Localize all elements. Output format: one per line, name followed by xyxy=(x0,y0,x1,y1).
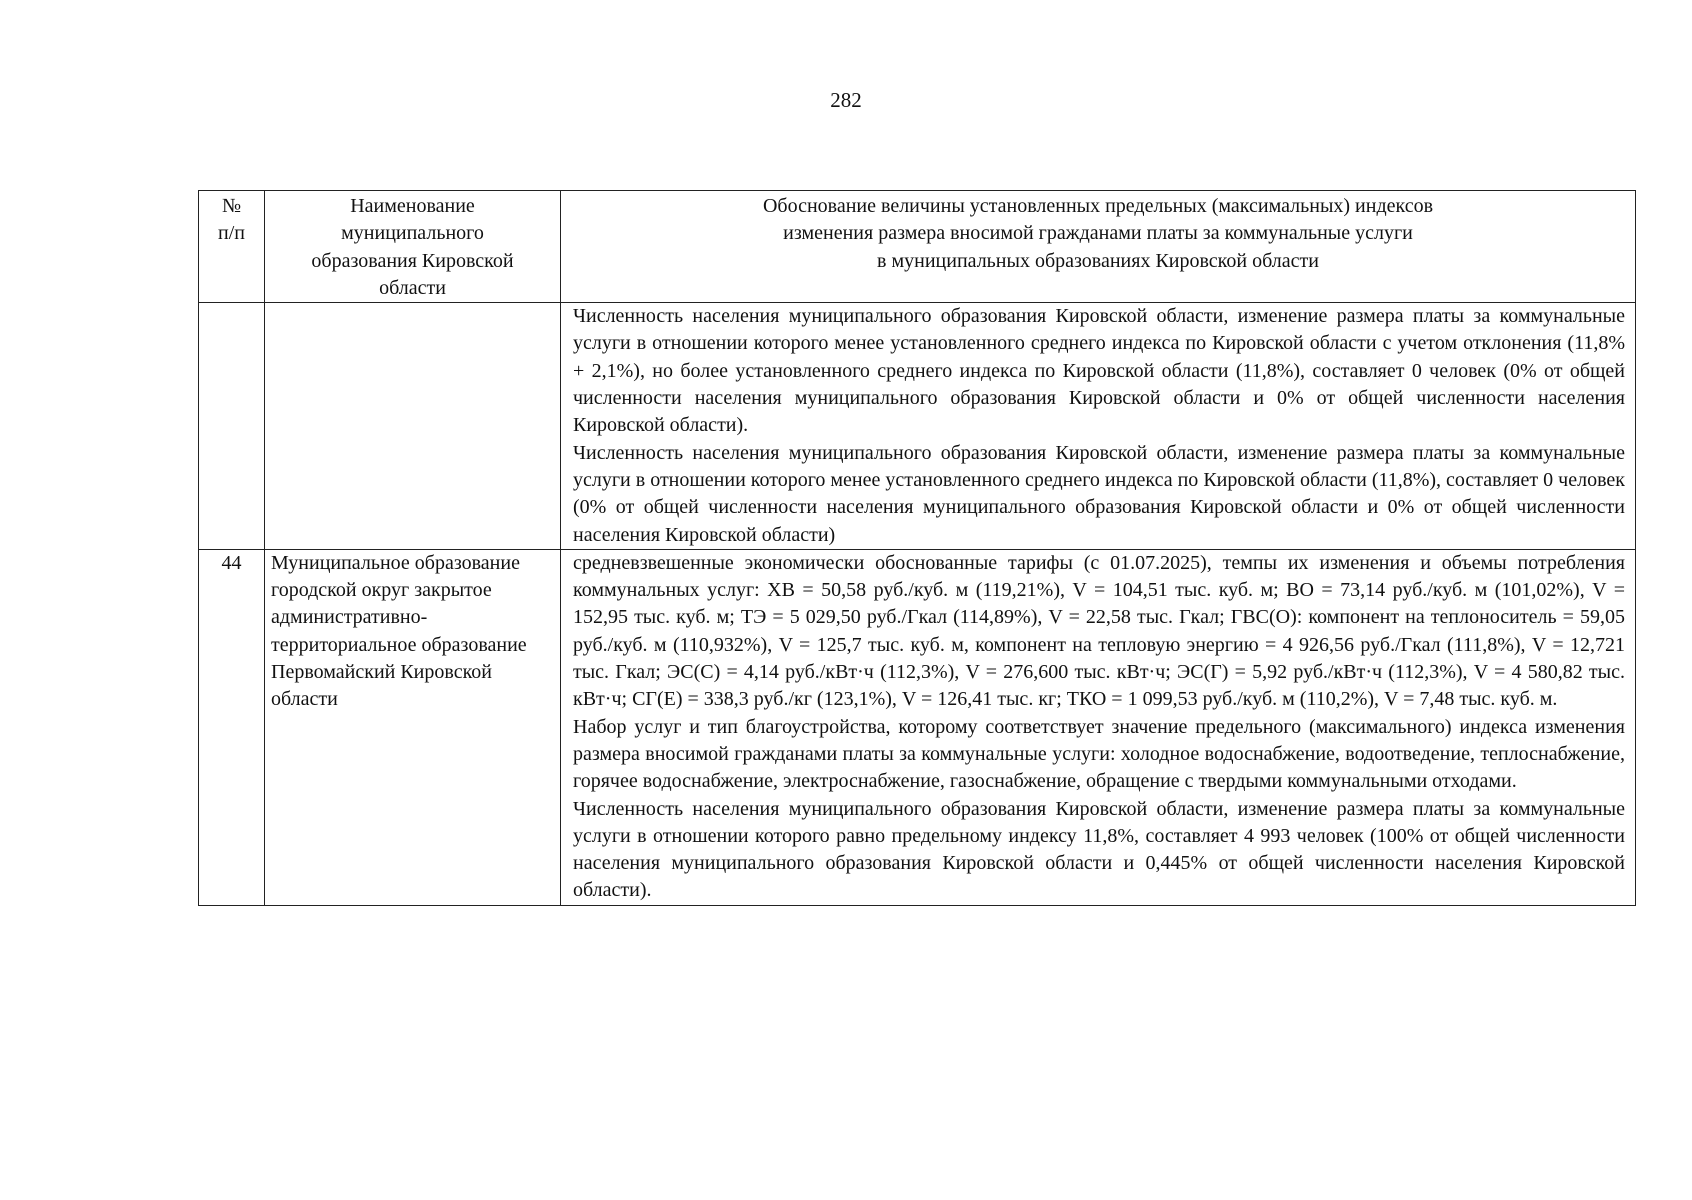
header-justification-line: Обоснование величины установленных предельных (максимальных) индексов xyxy=(762,195,1434,217)
justification-cell xyxy=(561,303,1636,550)
justification-paragraph: Численность населения муниципального образования Кировской области, изменение размера платы за коммунальные услуги в отношении которого равно предельному индексу 11,8%, составляет 4 993 человек (100% от общей численности населения муниципального образования Кировской области и 0,445% от общей численности населения Кировской области). xyxy=(573,797,1625,902)
justification-cell xyxy=(561,549,1636,905)
justification-table xyxy=(198,190,1636,906)
header-num xyxy=(199,191,265,303)
justification-paragraph: Численность населения муниципального образования Кировской области, изменение размера платы за коммунальные услуги в отношении которого менее установленного среднего индекса по Кировской области с учетом отклонения (11,8% + 2,1%), но более установленного среднего индекса по Кировской области (11,8%), составляет 0 человек (0% от общей численности населения муниципального образования Кировской области и 0% от общей численности населения Кировской области). xyxy=(573,305,1625,437)
header-justification-line: изменения размера вносимой гражданами платы за коммунальные услуги xyxy=(783,222,1413,245)
justification-paragraph: Численность населения муниципального образования Кировской области, изменение размера платы за коммунальные услуги в отношении которого менее установленного среднего индекса по Кировской области (11,8%), составляет 0 человек (0% от общей численности населения муниципального образования Кировской области и 0% от общей численности населения Кировской области) xyxy=(573,441,1625,546)
header-name-line: образования Кировской xyxy=(311,249,514,272)
header-justification-line: в муниципальных образованиях Кировской области xyxy=(877,249,1319,272)
justification-paragraph: Набор услуг и тип благоустройства, которому соответствует значение предельного (максимального) индекса изменения размера вносимой гражданами платы за коммунальные услуги: холодное водоснабжение, водоотведение, теплоснабжение, горячее водоснабжение, электроснабжение, газоснабжение, обращение с твердыми коммунальными отходами. xyxy=(573,715,1625,793)
row-number xyxy=(199,303,265,550)
header-num-line: № xyxy=(221,195,242,217)
table-header-row xyxy=(199,191,1636,303)
header-num-line: п/п xyxy=(218,222,245,245)
table-row xyxy=(199,303,1636,550)
page-number: 282 xyxy=(830,88,862,112)
header-name-line: области xyxy=(379,276,446,299)
table-row xyxy=(199,549,1636,905)
header-name-line: муниципального xyxy=(341,222,484,245)
municipality-name xyxy=(265,303,561,550)
row-number: 44 xyxy=(199,549,265,905)
header-name xyxy=(265,191,561,303)
header-name-line: Наименование xyxy=(350,195,475,217)
header-justification xyxy=(561,191,1636,303)
justification-paragraph: средневзвешенные экономически обоснованные тарифы (с 01.07.2025), темпы их изменения и объемы потребления коммунальных услуг: ХВ = 50,58 руб./куб. м (119,21%), V = 104,51 тыс. куб. м; ВО = 73,14 руб./куб. м (101,02%), V = 152,95 тыс. куб. м; ТЭ = 5 029,50 руб./Гкал (114,89%), V = 22,58 тыс. Гкал; ГВС(О): компонент на теплоноситель = 59,05 руб./куб. м (110,932%), V = 125,7 тыс. куб. м, компонент на тепловую энергию = 4 926,56 руб./Гкал (111,8%), V = 12,721 тыс. Гкал; ЭС(С) = 4,14 руб./кВт·ч (112,3%), V = 276,600 тыс. кВт·ч; ЭС(Г) = 5,92 руб./кВт·ч (112,3%), V = 4 580,82 тыс. кВт·ч; СГ(Е) = 338,3 руб./кг (123,1%), V = 126,41 тыс. кг; ТКО = 1 099,53 руб./куб. м (110,2%), V = 7,48 тыс. куб. м. xyxy=(573,551,1625,711)
municipality-name: Муниципальное образование городской округ закрытое административно-территориальное образование Первомайский Кировской области xyxy=(265,549,561,905)
